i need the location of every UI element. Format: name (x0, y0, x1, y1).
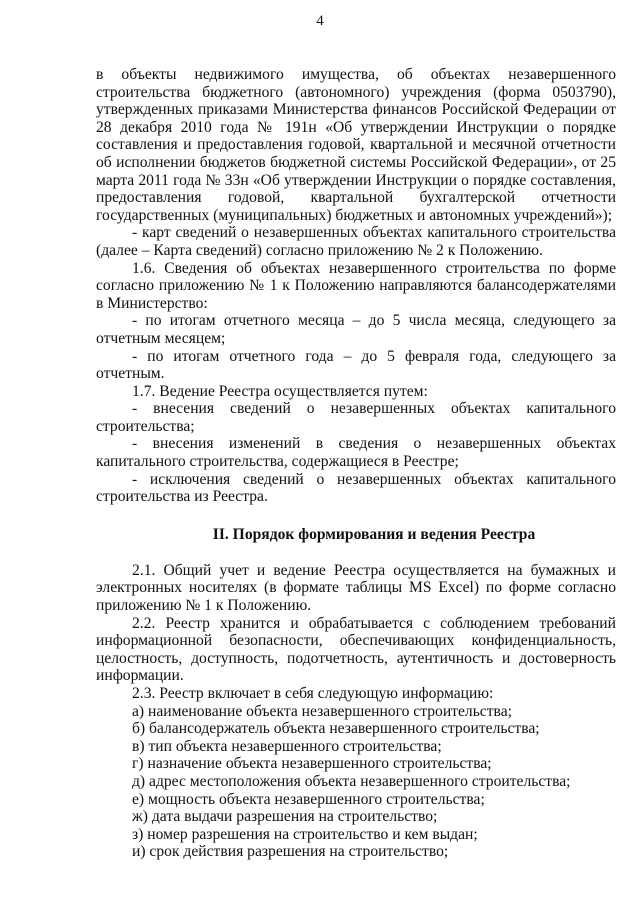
list-item: з) номер разрешения на строительство и кем выдан; (132, 825, 478, 843)
list-item: е) мощность объекта незавершенного строительства; (132, 790, 485, 808)
paragraph-info-cards: - карт сведений о незавершенных объектах капитального строительства (далее – Карта сведений) согласно приложению № 2 к Положению. (96, 224, 616, 259)
list-item: ж) дата выдачи разрешения на строительство; (132, 808, 438, 826)
paragraph-1-6: 1.6. Сведения об объектах незавершенного строительства по форме согласно приложению № 1 к Положению направляются балансодержателями в Министерство: (96, 259, 616, 312)
list-item: а) наименование объекта незавершенного строительства; (132, 702, 512, 720)
paragraph-entry: - внесения сведений о незавершенных объектах капитального строительства; (96, 400, 616, 435)
document-body (96, 66, 616, 861)
section-heading: II. Порядок формирования и ведения Реестра (212, 525, 536, 543)
list-item: и) срок действия разрешения на строительство; (132, 843, 449, 861)
paragraph-changes: - внесения изменений в сведения о незавершенных объектах капитального строительства, содержащиеся в Реестре; (96, 435, 616, 471)
paragraph-exclusion: - исключения сведений о незавершенных объектах капитального строительства из Реестра. (96, 470, 616, 506)
paragraph-2-2: 2.2. Реестр хранится и обрабатывается с соблюдением требований информационной безопасности, обеспечивающих конфиденциальность, целостность, доступность, подотчетность, аутентичность и достоверность информации. (96, 614, 616, 685)
list-item: д) адрес местоположения объекта незавершенного строительства; (132, 772, 571, 790)
paragraph-forms-continuation: в объекты недвижимого имущества, об объектах незавершенного строительства бюджетного (автономного) учреждения (форма 0503790), утвержденных приказами Министерства финансов Российской Федерации от 28 декабря 2010 года № 191н «Об утверждении Инструкции о порядке составления и предоставления годовой, квартальной и месячной отчетности об исполнении бюджетов бюджетной системы Российской Федерации», от 25 марта 2011 года № 33н «Об утверждении Инструкции о порядке составления, предоставления годовой, квартальной бухгалтерской отчетности государственных (муниципальных) бюджетных и автономных учреждений»); (96, 66, 616, 224)
paragraph-annual-deadline: - по итогам отчетного года – до 5 февраля года, следующего за отчетным. (96, 347, 616, 383)
paragraph-2-1: 2.1. Общий учет и ведение Реестра осуществляется на бумажных и электронных носителях (в формате таблицы MS Excel) по форме согласно приложению № 1 к Положению. (96, 561, 616, 615)
list-item: б) балансодержатель объекта незавершенного строительства; (132, 720, 540, 738)
paragraph-2-3: 2.3. Реестр включает в себя следующую информацию: (132, 685, 494, 702)
registry-info-list (96, 703, 616, 861)
paragraph-monthly-deadline: - по итогам отчетного месяца – до 5 числа месяца, следующего за отчетным месяцем; (96, 312, 616, 347)
list-item: в) тип объекта незавершенного строительства; (132, 737, 442, 755)
paragraph-1-7: 1.7. Ведение Реестра осуществляется путем: (132, 382, 428, 400)
list-item: г) назначение объекта незавершенного строительства; (132, 755, 492, 773)
page-number: 4 (316, 13, 324, 29)
